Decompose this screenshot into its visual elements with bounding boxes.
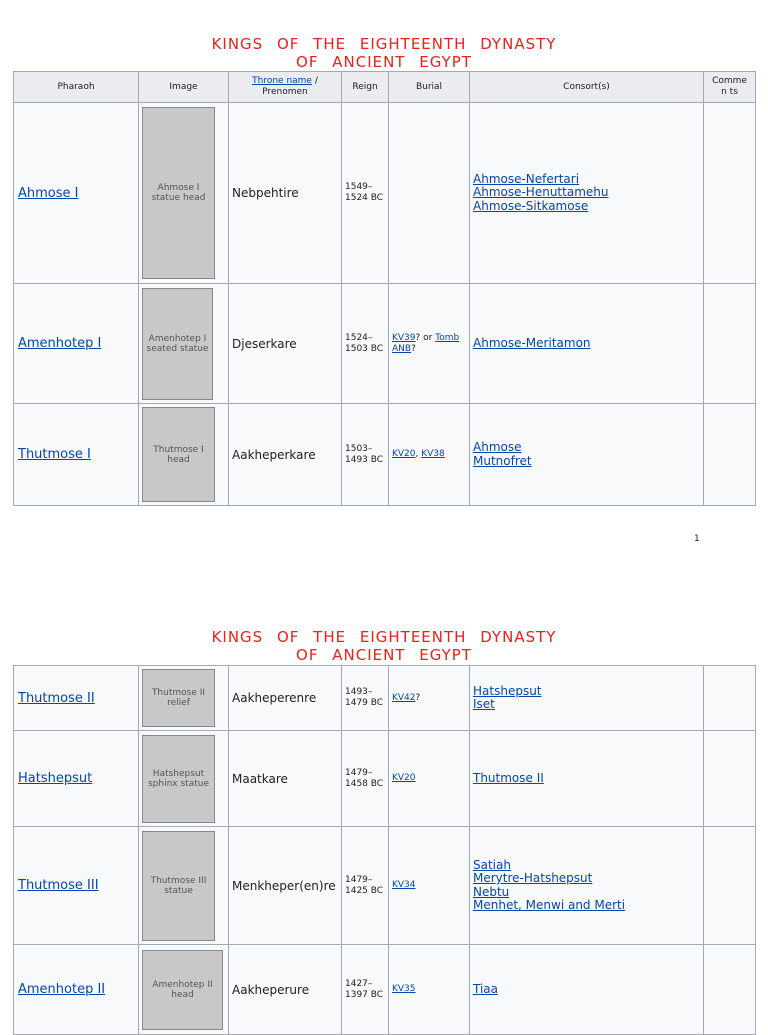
pharaoh-cell xyxy=(14,827,139,945)
comments-cell xyxy=(704,284,756,404)
burial-cell xyxy=(389,284,470,404)
title-line-2: OF ANCIENT EGYPT xyxy=(296,646,472,664)
reign-cell: 1549– 1524 BC xyxy=(342,103,389,284)
pharaoh-image[interactable]: Thutmose II relief xyxy=(142,669,215,727)
reign-cell: 1427– 1397 BC xyxy=(342,945,389,1035)
pharaoh-cell xyxy=(14,945,139,1035)
consort-link[interactable]: Satiah xyxy=(473,857,511,872)
burial-cell xyxy=(389,404,470,506)
table-row xyxy=(14,284,756,404)
consort-link[interactable]: Iset xyxy=(473,697,495,711)
pharaoh-link[interactable]: Amenhotep I xyxy=(18,336,102,351)
consort-link[interactable]: Ahmose xyxy=(473,440,522,454)
consort-link[interactable]: Hatshepsut xyxy=(473,683,542,698)
throne-name-slash: / xyxy=(311,76,318,86)
comments-cell xyxy=(704,666,756,731)
header-reign: Reign xyxy=(342,72,389,103)
throne-name-cell: Nebpehtire xyxy=(229,103,342,284)
throne-name-cell: Aakheperure xyxy=(229,945,342,1035)
pharaoh-image[interactable]: Amenhotep II head xyxy=(142,950,223,1030)
consort-link[interactable]: Tiaa xyxy=(473,981,499,996)
pharaoh-cell xyxy=(14,666,139,731)
header-consorts: Consort(s) xyxy=(470,72,704,103)
burial-link[interactable]: KV20 xyxy=(392,449,416,459)
image-cell xyxy=(139,666,229,731)
burial-separator: , xyxy=(415,449,422,459)
pharaoh-link[interactable]: Hatshepsut xyxy=(18,771,93,786)
consorts-cell xyxy=(470,284,704,404)
consorts-cell xyxy=(470,731,704,827)
pharaoh-image[interactable]: Ahmose I statue head xyxy=(142,107,215,279)
burial-cell xyxy=(389,666,470,731)
burial-link[interactable]: KV42 xyxy=(392,692,416,703)
pharaoh-cell xyxy=(14,404,139,506)
pharaoh-image[interactable]: Thutmose I head xyxy=(142,407,215,502)
consort-link[interactable]: Ahmose-Sitkamose xyxy=(473,198,589,213)
consort-link[interactable]: Nebtu xyxy=(473,884,510,899)
table-row xyxy=(14,666,756,731)
burial-link[interactable]: KV20 xyxy=(392,773,416,783)
image-cell xyxy=(139,945,229,1035)
burial-link[interactable]: KV39 xyxy=(392,332,416,343)
title-line-1: KINGS OF THE EIGHTEENTH DYNASTY xyxy=(211,628,557,646)
reign-cell: 1503– 1493 BC xyxy=(342,404,389,506)
kings-table-page-2 xyxy=(13,665,756,1035)
consorts-cell xyxy=(470,666,704,731)
burial-cell xyxy=(389,945,470,1035)
reign-cell: 1493– 1479 BC xyxy=(342,666,389,731)
table-row xyxy=(14,103,756,284)
pharaoh-cell xyxy=(14,284,139,404)
burial-link[interactable]: Tomb ANB xyxy=(392,332,460,354)
table-header-row xyxy=(14,72,756,103)
header-image: Image xyxy=(139,72,229,103)
header-comments-label: Commen ts xyxy=(712,76,747,97)
pharaoh-link[interactable]: Ahmose I xyxy=(18,185,79,201)
consorts-cell xyxy=(470,945,704,1035)
burial-link[interactable]: KV34 xyxy=(392,880,416,890)
image-cell xyxy=(139,827,229,945)
burial-cell xyxy=(389,731,470,827)
consort-link[interactable]: Ahmose-Henuttamehu xyxy=(473,185,609,200)
table-row xyxy=(14,945,756,1035)
throne-name-cell: Menkheper(en)re xyxy=(229,827,342,945)
comments-cell xyxy=(704,103,756,284)
pharaoh-link[interactable]: Thutmose I xyxy=(18,447,91,462)
page-number: 1 xyxy=(694,534,700,544)
throne-name-cell: Maatkare xyxy=(229,731,342,827)
table-row xyxy=(14,731,756,827)
throne-name-cell: Aakheperenre xyxy=(229,666,342,731)
reign-cell: 1524– 1503 BC xyxy=(342,284,389,404)
pharaoh-image[interactable]: Amenhotep I seated statue xyxy=(142,288,213,400)
consort-link[interactable]: Ahmose-Nefertari xyxy=(473,171,580,186)
consort-link[interactable]: Mutnofret xyxy=(473,453,532,468)
reign-cell: 1479– 1458 BC xyxy=(342,731,389,827)
image-cell xyxy=(139,731,229,827)
consorts-cell xyxy=(470,827,704,945)
consort-link[interactable]: Merytre-Hatshepsut xyxy=(473,871,593,885)
image-cell xyxy=(139,404,229,506)
pharaoh-link[interactable]: Thutmose III xyxy=(18,878,99,893)
pharaoh-link[interactable]: Amenhotep II xyxy=(18,982,106,997)
consort-link[interactable]: Thutmose II xyxy=(473,770,544,785)
consort-link[interactable]: Ahmose-Meritamon xyxy=(473,335,591,350)
header-throne-name xyxy=(229,72,342,103)
pharaoh-image[interactable]: Hatshepsut sphinx statue xyxy=(142,735,215,823)
consorts-cell xyxy=(470,103,704,284)
page-title xyxy=(0,35,768,71)
pharaoh-link[interactable]: Thutmose II xyxy=(18,690,95,706)
consort-link[interactable]: Menhet, Menwi and Merti xyxy=(473,898,626,912)
header-pharaoh: Pharaoh xyxy=(14,72,139,103)
burial-link[interactable]: KV35 xyxy=(392,984,416,994)
page-title-2 xyxy=(0,628,768,664)
comments-cell xyxy=(704,945,756,1035)
kings-table-page-1 xyxy=(13,71,756,506)
image-cell xyxy=(139,284,229,404)
comments-cell xyxy=(704,404,756,506)
comments-cell xyxy=(704,731,756,827)
table-row xyxy=(14,827,756,945)
pharaoh-cell xyxy=(14,731,139,827)
burial-link[interactable]: KV38 xyxy=(421,449,445,459)
pharaoh-cell xyxy=(14,103,139,284)
burial-separator: ? or xyxy=(415,332,436,343)
burial-cell xyxy=(389,103,470,284)
header-comments xyxy=(704,72,756,103)
comments-cell xyxy=(704,827,756,945)
title-line-2: OF ANCIENT EGYPT xyxy=(296,53,472,71)
throne-name-cell: Aakheperkare xyxy=(229,404,342,506)
table-row xyxy=(14,404,756,506)
throne-name-link[interactable]: Throne name xyxy=(252,76,312,86)
title-line-1: KINGS OF THE EIGHTEENTH DYNASTY xyxy=(211,35,557,53)
burial-cell xyxy=(389,827,470,945)
burial-separator: ? xyxy=(415,692,421,703)
pharaoh-image[interactable]: Thutmose III statue xyxy=(142,831,215,941)
throne-name-cell: Djeserkare xyxy=(229,284,342,404)
image-cell xyxy=(139,103,229,284)
burial-separator: ? xyxy=(411,343,416,354)
header-burial: Burial xyxy=(389,72,470,103)
consorts-cell xyxy=(470,404,704,506)
header-prenomen: Prenomen xyxy=(262,87,308,97)
reign-cell: 1479– 1425 BC xyxy=(342,827,389,945)
